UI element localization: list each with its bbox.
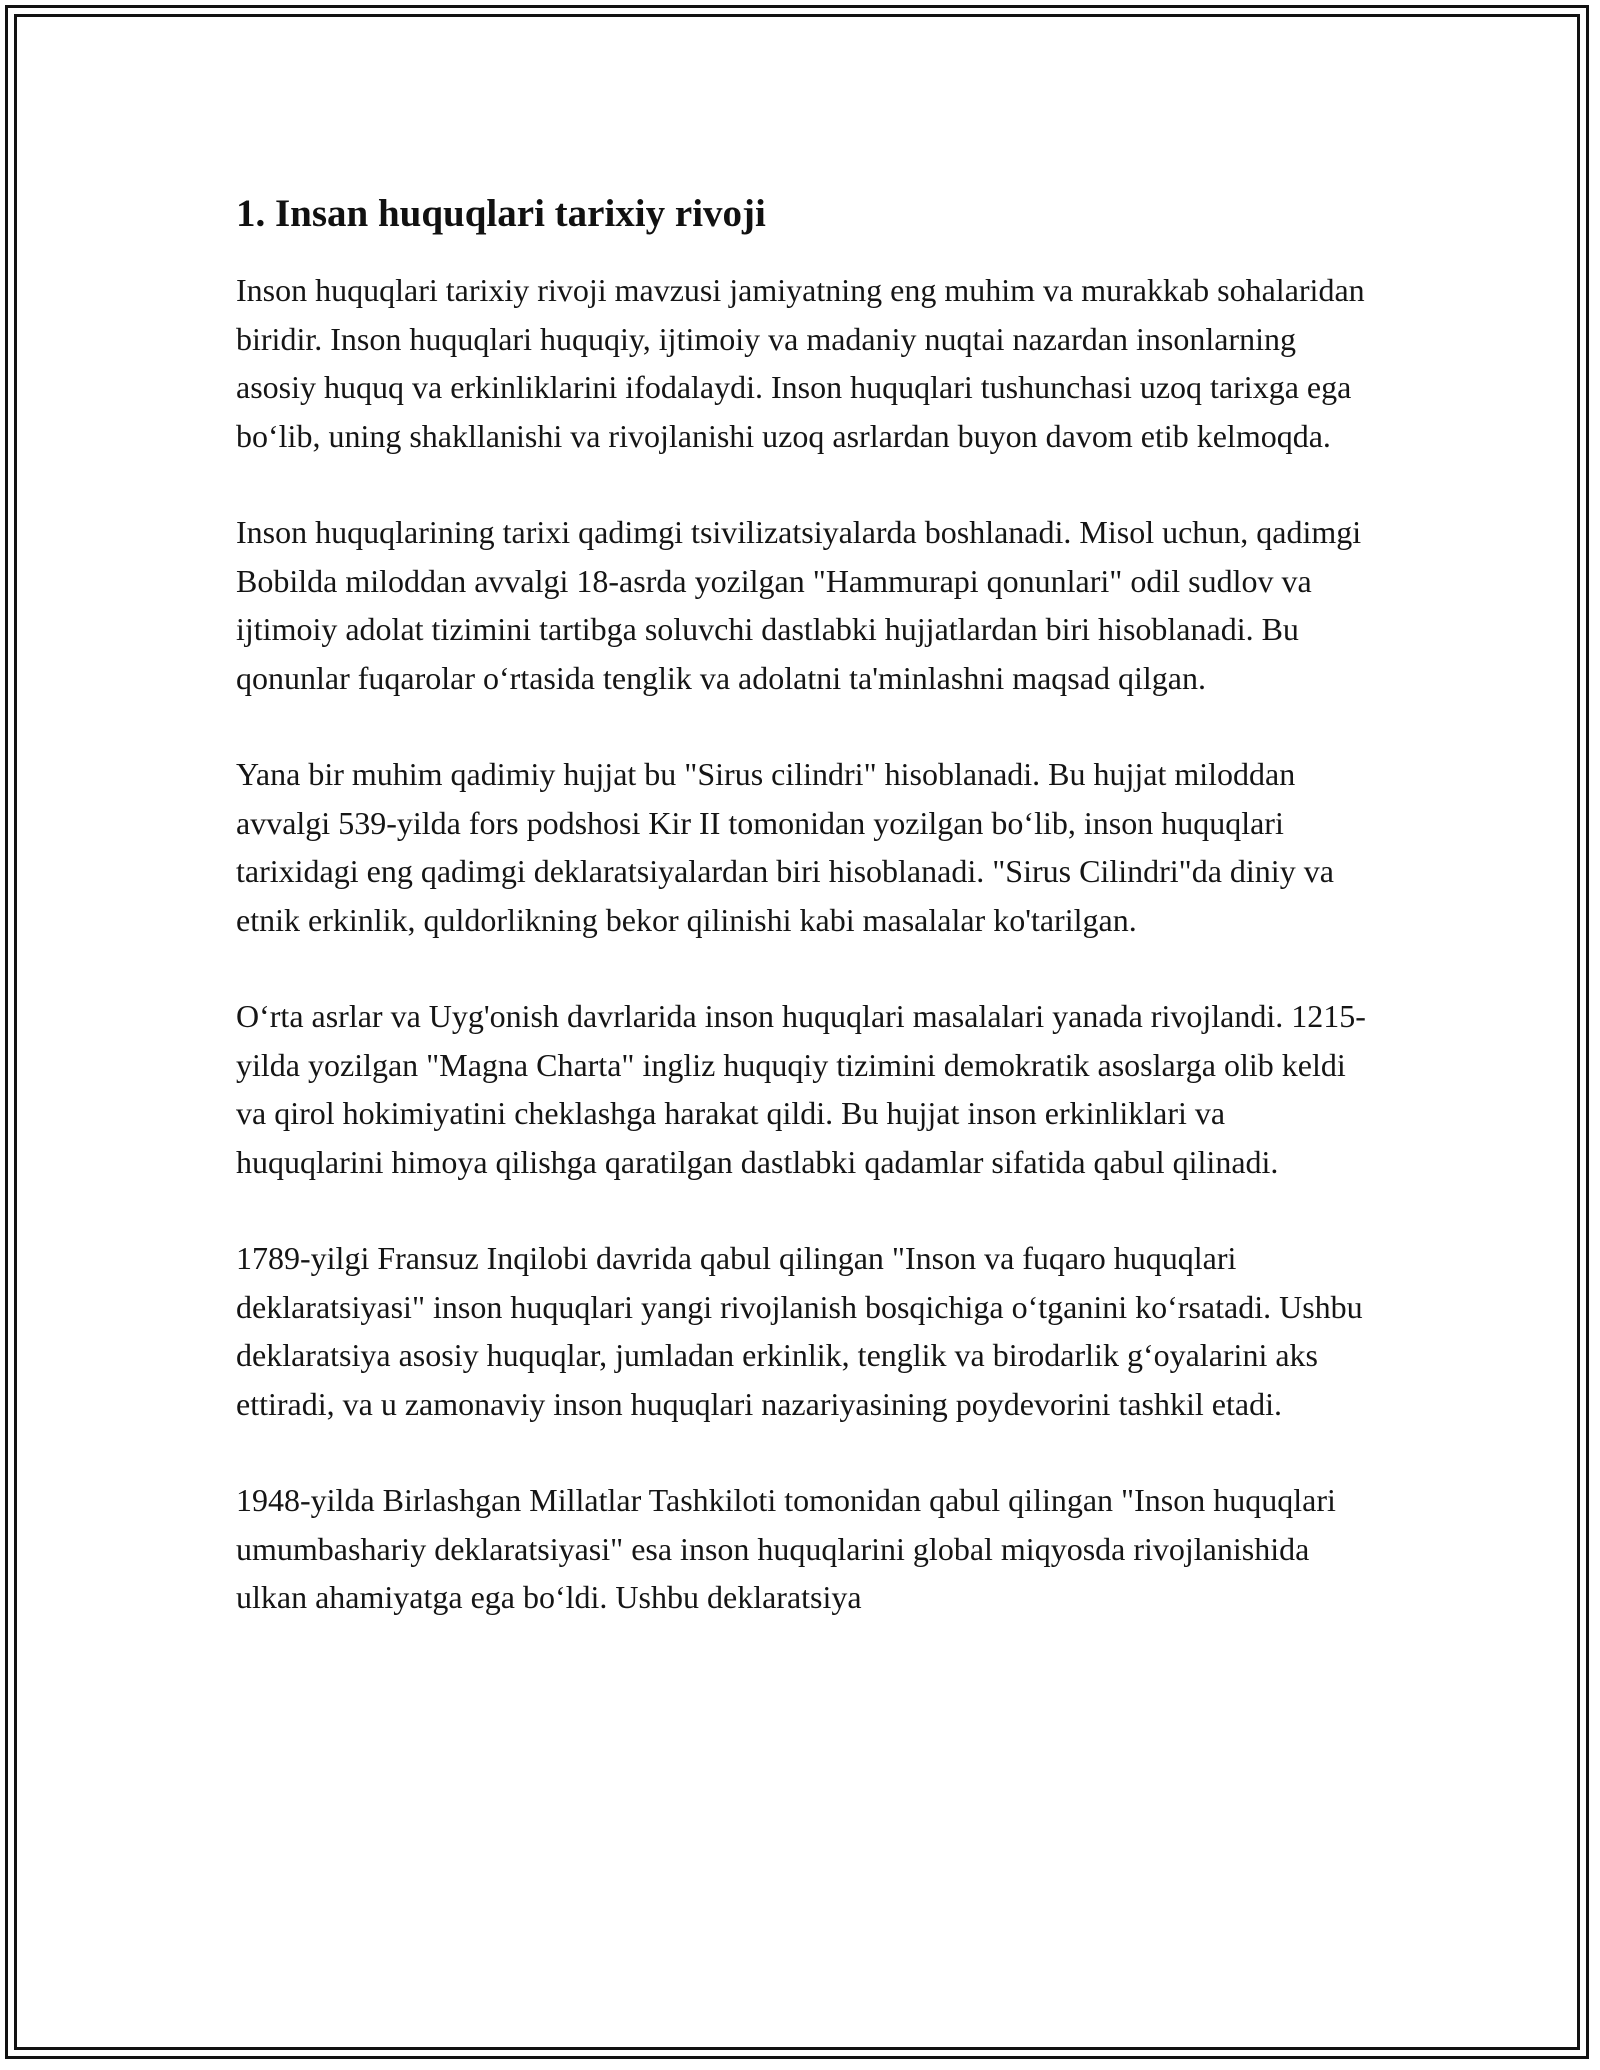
paragraph-french-declaration: 1789-yilgi Fransuz Inqilobi davrida qabul qilingan "Inson va fuqaro huquqlari deklaratsiyasi" inson huquqlari yangi rivojlanish bosqichiga oʻtganini koʻrsatadi. Ushbu deklaratsiya asosiy huquqlar, jumladan erkinlik, tenglik va birodarlik gʻoyalarini aks ettiradi, va u zamonaviy inson huquqlari nazariyasining poydevorini tashkil etadi. [236,1240,1363,1422]
paragraph-un-declaration: 1948-yilda Birlashgan Millatlar Tashkiloti tomonidan qabul qilingan "Inson huquqlari umumbashariy deklaratsiyasi" esa inson huquqlarini global miqyosda rivojlanishida ulkan ahamiyatga ega boʻldi. Ushbu deklaratsiya [236,1482,1336,1615]
paragraph-magna-carta: Oʻrta asrlar va Uyg'onish davrlarida inson huquqlari masalalari yanada rivojlandi. 1215-yilda yozilgan "Magna Charta" ingliz huquqiy tizimini demokratik asoslarga olib keldi va qirol hokimiyatini cheklashga harakat qildi. Bu hujjat inson erkinliklari va huquqlarini himoya qilishga qaratilgan dastlabki qadamlar sifatida qabul qilinadi. [236,998,1366,1180]
paragraph-ancient-babylon: Inson huquqlarining tarixi qadimgi tsivilizatsiyalarda boshlanadi. Misol uchun, qadimgi Bobilda miloddan avvalgi 18-asrda yozilgan "Hammurapi qonunlari" odil sudlov va ijtimoiy adolat tizimini tartibga soluvchi dastlabki hujjatlardan biri hisoblanadi. Bu qonunlar fuqarolar oʻrtasida tenglik va adolatni ta'minlashni maqsad qilgan. [236,514,1362,696]
paragraph-cyrus-cylinder: Yana bir muhim qadimiy hujjat bu "Sirus cilindri" hisoblanadi. Bu hujjat miloddan avvalgi 539-yilda fors podshosi Kir II tomonidan yozilgan boʻlib, inson huquqlari tarixidagi eng qadimgi deklaratsiyalardan biri hisoblanadi. "Sirus Cilindri"da diniy va etnik erkinlik, quldorlikning bekor qilinishi kabi masalalar ko'tarilgan. [236,756,1334,938]
section-heading: 1. Insan huquqlari tarixiy rivoji [236,192,766,235]
document-body [236,184,1366,1622]
paragraph-intro: Inson huquqlari tarixiy rivoji mavzusi jamiyatning eng muhim va murakkab sohalaridan biridir. Inson huquqlari huquqiy, ijtimoiy va madaniy nuqtai nazardan insonlarning asosiy huquq va erkinliklarini ifodalaydi. Inson huquqlari tushunchasi uzoq tarixga ega boʻlib, uning shakllanishi va rivojlanishi uzoq asrlardan buyon davom etib kelmoqda. [236,272,1365,454]
